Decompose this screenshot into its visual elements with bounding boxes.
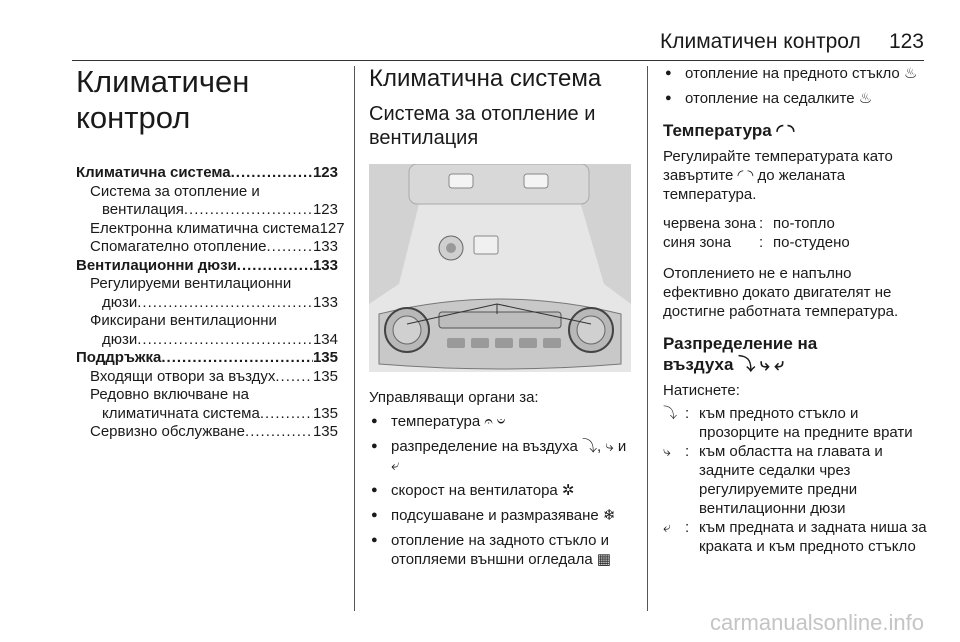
heading-line: въздуха ⤵ ⤷ ⤶	[663, 355, 784, 374]
dashboard-illustration	[369, 164, 631, 372]
toc-entry[interactable]	[76, 257, 338, 276]
page-number: 123	[888, 30, 924, 53]
right-column	[663, 64, 928, 556]
air-mode-icon: ⤶	[663, 519, 671, 535]
toc-entry-page: 123	[312, 164, 338, 181]
toc-entry-page: 133	[312, 238, 338, 255]
zone-meaning: по-топло	[773, 215, 835, 232]
temperature-zones-table	[663, 214, 928, 252]
toc-entry-text: Климатична система	[76, 164, 231, 181]
toc-entry[interactable]	[76, 405, 338, 424]
toc-entry-page: 135	[312, 349, 338, 366]
toc-leader-dots	[137, 331, 313, 350]
zone-name: синя зона	[663, 234, 732, 251]
air-mode-description: към предната и задната ниша за краката и към предното стъкло	[699, 519, 927, 555]
toc-entry-page: 135	[312, 404, 338, 422]
control-list-item: ● отопление на задното стъкло и отопляеми външни огледала ▦	[369, 531, 634, 569]
air-mode-description: към областта на главата и задните седалки чрез регулируемите предни вентилационни дюзи	[699, 443, 883, 517]
toc-entry[interactable]	[76, 349, 338, 368]
toc-entry-text: Поддръжка	[76, 349, 162, 366]
chapter-title	[76, 64, 338, 136]
toc-entry[interactable]	[76, 423, 338, 442]
toc-entry-text: Фиксирани вентилационни	[90, 312, 277, 329]
control-list-item: ● скорост на вентилатора ✲	[369, 481, 634, 500]
air-mode-icon: ⤷	[663, 443, 671, 459]
toc-entry[interactable]	[76, 368, 338, 387]
separator: :	[685, 405, 690, 422]
toc-entry-page: 134	[312, 330, 338, 348]
toc-entry[interactable]	[76, 386, 338, 405]
air-mode-icon: ⤵	[663, 405, 677, 421]
chapter-title-line: Климатичен	[76, 64, 250, 99]
toc-leader-dots	[231, 164, 313, 183]
toc-entry[interactable]	[76, 183, 338, 202]
main-column	[369, 64, 634, 575]
toc-entry[interactable]	[76, 331, 338, 350]
toc-entry[interactable]	[76, 294, 338, 313]
air-distribution-heading	[663, 333, 928, 375]
zone-name: червена зона	[663, 215, 757, 232]
toc-leader-dots	[275, 368, 313, 387]
toc-entry[interactable]	[76, 275, 338, 294]
subsection-title: Система за отопление и вентилация	[369, 103, 596, 149]
watermark: carmanualsonline.info	[709, 610, 924, 635]
air-mode-description: към предното стъкло и прозорците на предните врати	[699, 405, 913, 441]
toc-entry-text: Входящи отвори за въздух	[90, 367, 276, 385]
controls-list	[369, 412, 634, 569]
heating-list-item: ● отопление на седалките ♨	[663, 89, 928, 108]
toc-leader-dots	[266, 238, 312, 257]
dashboard-controls-photo	[369, 164, 631, 372]
toc-leader-dots	[137, 294, 313, 313]
section-title: Климатична система	[369, 65, 602, 92]
heating-list-item: ● отопление на предното стъкло ♨	[663, 64, 928, 83]
toc-entry-page: 133	[312, 256, 338, 274]
toc-entry[interactable]	[76, 219, 345, 239]
air-mode-row	[663, 404, 928, 442]
header-rule	[72, 60, 924, 61]
toc-entry[interactable]	[76, 238, 338, 257]
toc-leader-dots	[237, 257, 313, 276]
toc-entry-text: Сервизно обслужване	[90, 423, 246, 440]
temperature-paragraph: Регулирайте температурата като завъртите ◜ ◝ до желаната температура.	[663, 148, 893, 203]
zone-row	[663, 214, 928, 233]
toc-entry-text: вентилация	[102, 201, 184, 218]
toc-entry-text: Електронна климатична система	[90, 219, 320, 237]
zone-meaning: по-студено	[773, 234, 850, 251]
toc-entry-page: 135	[312, 423, 338, 440]
column-divider	[354, 66, 355, 611]
control-list-item: ● температура 𝄐 𝄑	[369, 412, 634, 431]
control-list-item: ● разпределение на въздуха ⤵, ⤷ и ⤶	[369, 437, 634, 475]
heating-note: Отоплението не е напълно ефективно докато двигателят не достигне работната температура.	[663, 265, 899, 320]
air-mode-row	[663, 442, 928, 518]
air-mode-row	[663, 518, 928, 556]
separator: :	[759, 215, 764, 232]
toc-entry-text: климатичната система	[102, 404, 260, 422]
controls-intro: Управляващи органи за:	[369, 389, 539, 406]
separator: :	[685, 443, 690, 460]
running-header-title: Климатичен контрол	[660, 30, 861, 53]
toc-leader-dots	[245, 423, 313, 442]
toc-leader-dots	[184, 201, 313, 220]
toc-entry-text: дюзи	[102, 293, 138, 311]
heading-line: Разпределение на	[663, 334, 818, 353]
control-list-item: ● подсушаване и размразяване ❄	[369, 506, 634, 525]
toc-entry-text: дюзи	[102, 330, 138, 348]
toc-entry[interactable]	[76, 312, 338, 331]
chapter-toc-column	[76, 64, 345, 442]
press-label: Натиснете:	[663, 382, 740, 399]
toc-entry-text: Редовно включване на	[90, 386, 249, 403]
temperature-heading: Температура ◜ ◝	[663, 121, 795, 140]
toc-entry[interactable]	[76, 164, 338, 183]
heating-list	[663, 64, 928, 108]
toc-entry-page: 123	[312, 201, 338, 218]
air-distribution-table	[663, 404, 928, 556]
zone-row	[663, 233, 928, 252]
toc-leader-dots	[260, 405, 313, 424]
separator: :	[685, 519, 690, 536]
table-of-contents	[76, 164, 345, 442]
toc-entry-page: 133	[312, 293, 338, 311]
toc-entry-text: Вентилационни дюзи	[76, 256, 237, 274]
separator: :	[759, 234, 764, 251]
toc-entry-text: Спомагателно отопление	[90, 238, 267, 255]
column-divider	[647, 66, 648, 611]
toc-entry[interactable]	[76, 201, 338, 220]
toc-entry-page: 135	[312, 367, 338, 385]
toc-entry-text: Регулируеми вентилационни	[90, 275, 292, 292]
toc-entry-page: 127	[319, 219, 345, 237]
toc-leader-dots	[161, 349, 313, 368]
toc-entry-text: Система за отопление и	[90, 182, 260, 200]
chapter-title-line: контрол	[76, 100, 191, 135]
